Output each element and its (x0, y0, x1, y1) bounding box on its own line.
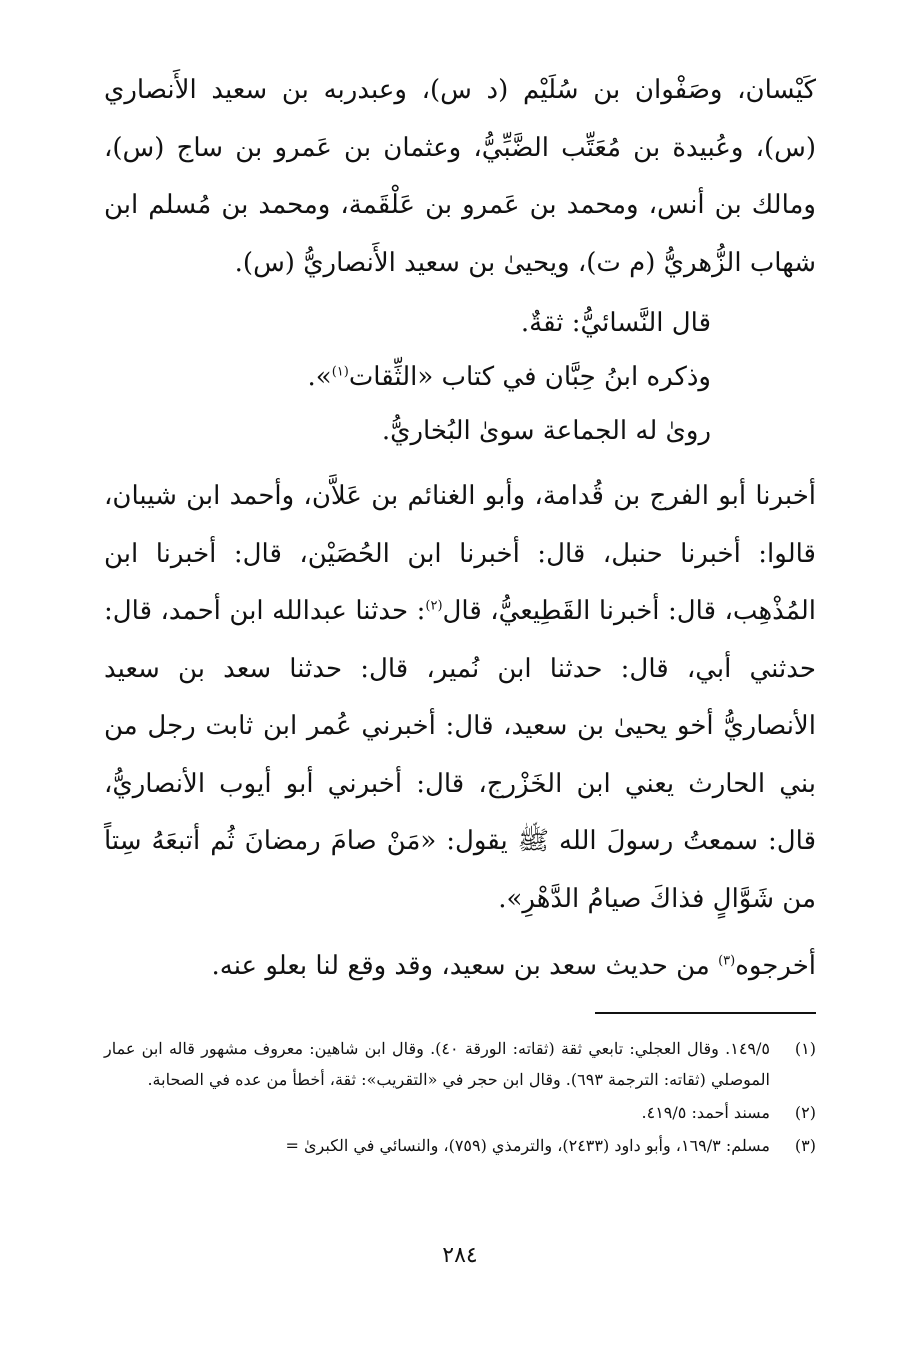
page-body (104, 62, 816, 996)
footnote-ref-3[interactable]: (٣) (718, 953, 736, 969)
footnote-3 (104, 1130, 816, 1161)
footnote-2 (104, 1097, 816, 1128)
footnote-text: مسلم: ١٦٩/٣، وأبو داود (٢٤٣٣)، والترمذي (٧٥٩)، والنسائي في الكبرىٰ = (285, 1136, 770, 1155)
footnote-divider (595, 1012, 816, 1014)
footnote-text: ١٤٩/٥. وقال العجلي: تابعي ثقة (ثقاته: الورقة ٤٠). وقال ابن شاهين: معروف مشهور قاله ابن عمار الموصلي (ثقاته: الترجمة ٦٩٣). وقال ابن حجر في «التقريب»: ثقة، أخطأ من عده في الصحابة. (104, 1039, 770, 1089)
takhrij-text: أخرجوه (735, 951, 816, 981)
footnote-number: (٢) (794, 1103, 816, 1122)
ibn-hibban-text: وذكره ابنُ حِبَّان في كتاب «الثِّقات (348, 362, 711, 392)
footnote-ref-2[interactable]: (٢) (425, 598, 443, 614)
ibn-hibban-text-end: ». (307, 362, 332, 392)
isnad-paragraph (104, 468, 816, 928)
narrators-paragraph: كَيْسان، وصَفْوان بن سُلَيْم (د س)، وعبدربه بن سعيد الأَنصاري (س)، وعُبيدة بن مُعَتِّب الضَّبِّيُّ، وعثمان بن عَمرو بن ساج (س)، ومالك بن أنس، ومحمد بن عَمرو بن عَلْقَمة، ومحمد بن مُسلم ابن شهاب الزُّهريُّ (م ت)، ويحيىٰ بن سعيد الأَنصاريُّ (س). (104, 75, 816, 278)
ibn-hibban-statement (104, 350, 816, 404)
takhrij-paragraph (104, 938, 816, 996)
jamaa-statement: روىٰ له الجماعة سوىٰ البُخاريُّ. (381, 416, 711, 446)
footnote-ref-1[interactable]: (١) (331, 364, 349, 380)
footnote-number: (٣) (794, 1136, 816, 1155)
footnote-number: (١) (794, 1039, 816, 1058)
isnad-text: أخبرنا أبو الفرج بن قُدامة، وأبو الغنائم بن عَلاَّن، وأحمد ابن شيبان، قالوا: أخبرنا حنبل، قال: أخبرنا ابن الحُصَيْن، قال: أخبرنا ابن المُذْهِب، قال: أخبرنا القَطِيعيُّ، قال (104, 481, 816, 626)
footnote-1 (104, 1033, 816, 1095)
footnote-text: مسند أحمد: ٤١٩/٥. (641, 1103, 770, 1122)
takhrij-text-end: من حديث سعد بن سعيد، وقد وقع لنا بعلو عنه. (211, 951, 719, 981)
isnad-hadith-text: : حدثنا عبدالله ابن أحمد، قال: حدثني أبي، قال: حدثنا ابن نُمير، قال: حدثنا سعد بن سعيد الأنصاريُّ أخو يحيىٰ بن سعيد، قال: أخبرني عُمر ابن ثابت رجل من بني الحارث يعني ابن الخَزْرج، قال: أخبرني أبو أيوب الأنصاريُّ، قال: سمعتُ رسولَ الله ﷺ يقول: «مَنْ صامَ رمضانَ ثُم أتبعَهُ سِتاً من شَوَّالٍ فذاكَ صيامُ الدَّهْرِ». (104, 596, 816, 914)
page-number: ٢٨٤ (442, 1243, 478, 1268)
main-text (104, 62, 816, 996)
footnotes (104, 1033, 816, 1163)
nasai-statement: قال النَّسائيُّ: ثقةٌ. (520, 308, 711, 338)
